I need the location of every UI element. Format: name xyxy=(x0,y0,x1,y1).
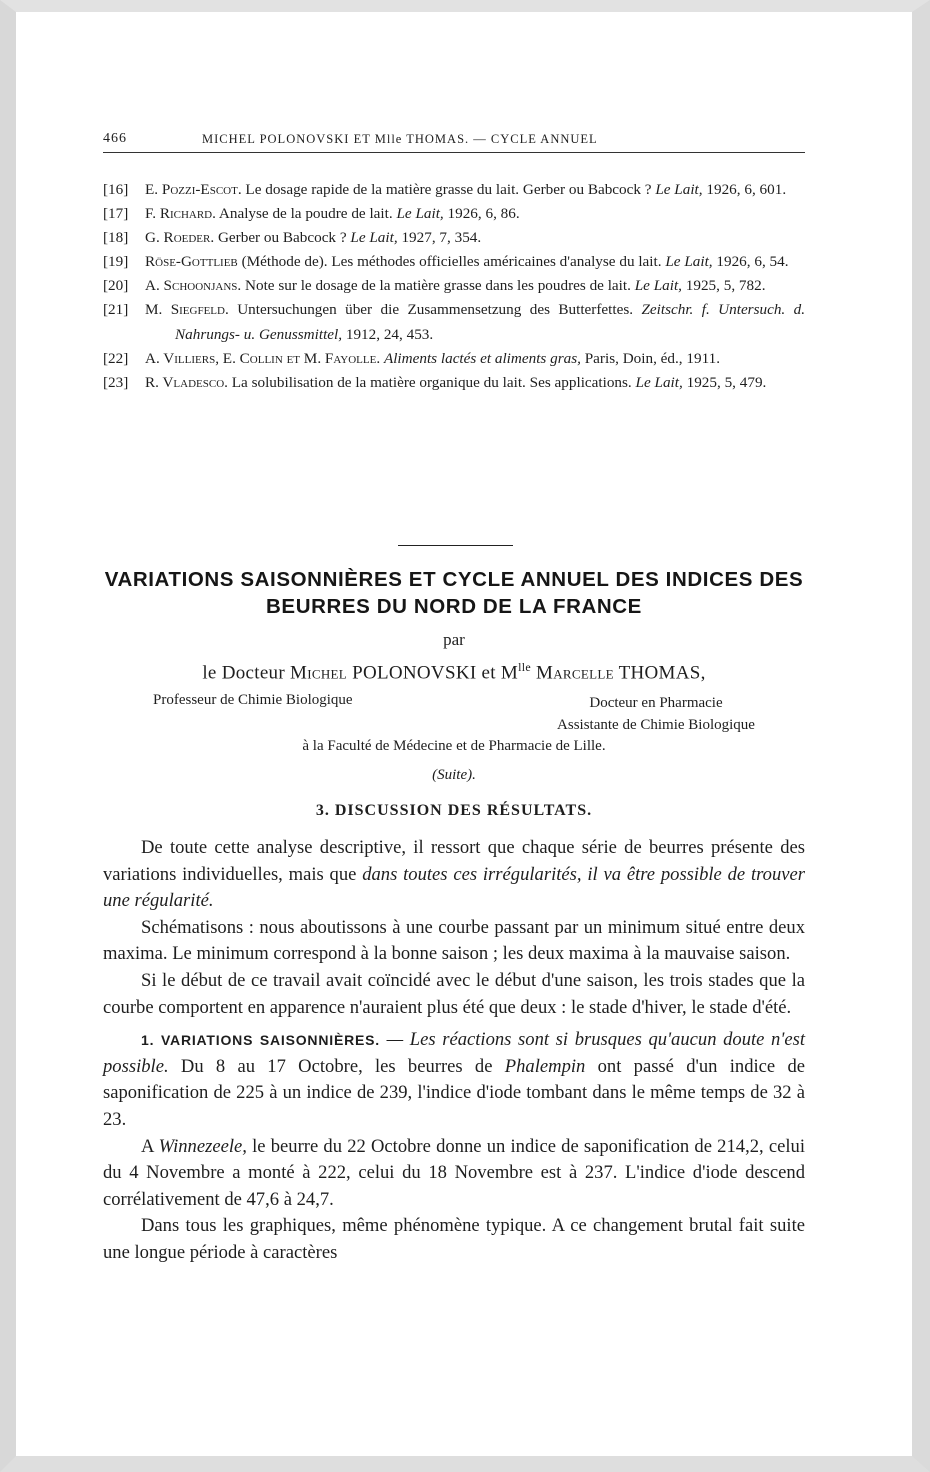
author-2-first: Marcelle xyxy=(536,662,614,684)
section-heading: 3. DISCUSSION DES RÉSULTATS. xyxy=(315,802,593,819)
em-dash: — xyxy=(379,1029,410,1051)
reference-number: [21] xyxy=(103,301,129,319)
reference-number: [23] xyxy=(103,373,129,391)
reference-author: A. Villiers, E. Collin et M. Fayolle. xyxy=(145,349,381,367)
subsection-heading: 1. VARIATIONS SAISONNIÈRES. xyxy=(141,1032,380,1049)
reference-item xyxy=(103,178,805,202)
reference-journal: Le Lait, xyxy=(665,253,713,271)
reference-author: E. Pozzi-Escot. xyxy=(145,181,242,198)
article-title: VARIATIONS SAISONNIÈRES ET CYCLE ANNUEL DES INDICES DES BEURRES DU NORD DE LA FRANCE xyxy=(104,568,804,618)
reference-number: [16] xyxy=(103,181,129,198)
body-text xyxy=(103,835,805,1267)
author-prefix: le Docteur xyxy=(202,662,285,684)
reference-citation: 1927, 7, 354. xyxy=(401,229,482,247)
reference-text: Le dosage rapide de la matière grasse du lait. Gerber ou Babcock ? xyxy=(245,181,652,198)
reference-item xyxy=(103,250,805,274)
place-name: Winnezeele, xyxy=(158,1135,247,1157)
reference-citation: 1926, 6, 86. xyxy=(447,205,520,223)
reference-citation: 1926, 6, 601. xyxy=(706,181,787,198)
suite-label: (Suite). xyxy=(432,767,476,783)
paragraph-text: Du 8 au 17 Octobre, les beurres de xyxy=(168,1055,505,1077)
author-1-last: POLONOVSKI et M xyxy=(352,662,519,684)
reference-text: Analyse de la poudre de lait. xyxy=(218,205,393,223)
reference-author: F. Richard. xyxy=(145,205,216,223)
paragraph-emphasis: dans toutes ces irrégularités, il va être possible de trouver une régularité. xyxy=(103,863,805,912)
reference-journal: Le Lait, xyxy=(396,205,444,223)
reference-item xyxy=(103,347,805,371)
reference-journal: Le Lait, xyxy=(350,229,398,247)
reference-journal: Aliments lactés et aliments gras, xyxy=(383,349,581,367)
reference-list xyxy=(103,178,805,395)
reference-item xyxy=(103,274,805,298)
reference-number: [20] xyxy=(103,277,129,295)
running-title: MICHEL POLONOVSKI ET Mlle THOMAS. — CYCLE ANNUEL xyxy=(202,132,598,146)
page-number: 466 xyxy=(103,131,127,146)
affiliation-right-line-2: Assistante de Chimie Biologique xyxy=(557,717,755,733)
reference-journal: Le Lait, xyxy=(635,373,683,391)
reference-author: R. Vladesco. xyxy=(145,373,228,391)
reference-author: G. Roeder. xyxy=(145,229,215,247)
paragraph-text: le beurre du 22 Octobre donne un indice de saponification de 214,2, celui du 4 Novembre a monté à 222, celui du 18 Novembre est à 237. L'indice d'iode descend corrélativement de 47,6 à 24,7. xyxy=(103,1135,805,1210)
paragraph: Dans tous les graphiques, même phénomène typique. A ce changement brutal fait suite une longue période à caractères xyxy=(103,1215,805,1263)
reference-citation: Paris, Doin, éd., 1911. xyxy=(584,349,721,367)
reference-author: Röse-Gottlieb xyxy=(145,253,238,271)
affiliation-right-line-1: Docteur en Pharmacie xyxy=(589,695,723,711)
affiliation-place: à la Faculté de Médecine et de Pharmacie de Lille. xyxy=(302,738,606,754)
reference-item xyxy=(103,298,805,346)
paragraph-emphasis: Les réactions sont si brusques qu'aucun doute n'est possible. xyxy=(103,1029,805,1077)
reference-number: [19] xyxy=(103,253,129,271)
reference-number: [22] xyxy=(103,349,129,367)
reference-text: (Méthode de). Les méthodes officielles américaines d'analyse du lait. xyxy=(241,253,662,271)
reference-journal: Le Lait, xyxy=(655,181,703,198)
authors-line xyxy=(103,660,805,684)
author-1-first: Michel xyxy=(290,662,348,684)
reference-item xyxy=(103,371,805,395)
reference-citation: 1925, 5, 782. xyxy=(685,277,766,295)
byline-par: par xyxy=(443,630,465,649)
paragraph-text: A xyxy=(141,1135,159,1157)
place-name: Phalempin xyxy=(504,1055,586,1077)
reference-text: Note sur le dosage de la matière grasse dans les poudres de lait. xyxy=(245,277,631,295)
paragraph-text: De toute cette analyse descriptive, il ressort que chaque série de beurres présente des variations individuelles, mais que xyxy=(103,837,805,885)
running-header xyxy=(103,128,805,153)
paragraph: Si le début de ce travail avait coïncidé avec le début d'une saison, les trois stades que la courbe comportent en apparence n'auraient plus été que deux : le stade d'hiver, le stade d'été. xyxy=(103,969,805,1018)
reference-journal: Zeitschr. f. Untersuch. d. Nahrungs- u. Genussmittel, xyxy=(175,301,806,343)
reference-item xyxy=(103,202,805,226)
reference-text: La solubilisation de la matière organique du lait. Ses applications. xyxy=(231,373,632,391)
reference-author: A. Schoonjans. xyxy=(145,277,242,295)
paragraph: Schématisons : nous aboutissons à une courbe passant par un minimum situé entre deux maxima. Le minimum correspond à la bonne saison ; les deux maxima à la mauvaise saison. xyxy=(103,916,805,965)
reference-number: [17] xyxy=(103,205,129,223)
paragraph-text: ont passé d'un indice de saponification de 225 à un indice de 239, l'indice d'iode tombant dans le même temps de 32 à 23. xyxy=(103,1055,805,1130)
author-2-title-sup: lle xyxy=(518,660,531,674)
reference-text: Gerber ou Babcock ? xyxy=(217,229,347,247)
reference-citation: 1925, 5, 479. xyxy=(686,373,767,391)
reference-journal: Le Lait, xyxy=(634,277,682,295)
reference-number: [18] xyxy=(103,229,129,247)
section-divider xyxy=(398,545,513,546)
reference-citation: 1912, 24, 453. xyxy=(345,325,434,343)
reference-citation: 1926, 6, 54. xyxy=(716,253,789,271)
author-2-last: THOMAS, xyxy=(618,662,706,684)
affiliation-left: Professeur de Chimie Biologique xyxy=(153,692,353,708)
paragraph xyxy=(103,835,805,915)
affiliation-right xyxy=(511,692,801,736)
reference-item xyxy=(103,226,805,250)
paragraph xyxy=(103,1134,805,1214)
subsection-paragraph xyxy=(103,1027,805,1133)
reference-author: M. Siegfeld. xyxy=(145,301,229,319)
reference-text: Untersuchungen über die Zusammensetzung des Butterfettes. xyxy=(237,301,634,319)
